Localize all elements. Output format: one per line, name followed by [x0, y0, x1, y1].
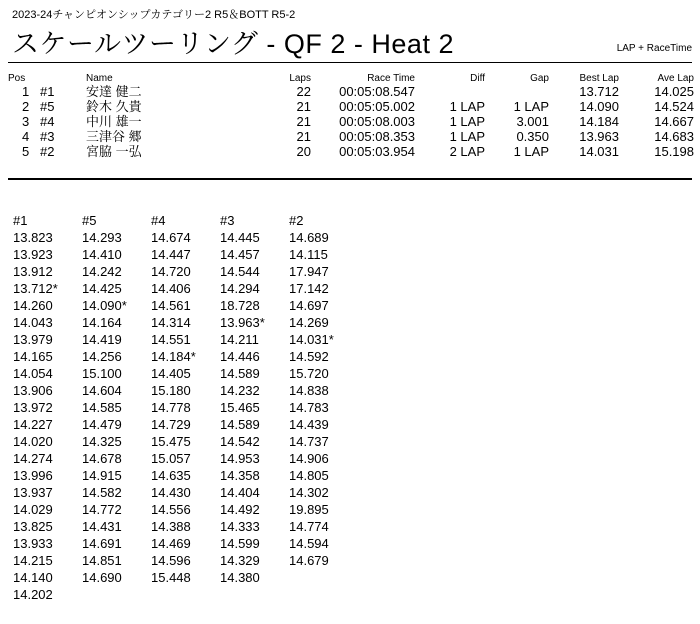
- lap-time: 15.465: [220, 400, 260, 415]
- lap-time: 14.405: [151, 366, 191, 381]
- result-race-time: 00:05:05.002: [339, 99, 415, 114]
- lap-time: 13.906: [13, 383, 53, 398]
- col-laps: Laps: [289, 73, 311, 84]
- lap-mode-note: LAP + RaceTime: [616, 43, 692, 54]
- lap-time: 14.469: [151, 536, 191, 551]
- lap-time: 14.589: [220, 366, 260, 381]
- lap-time: 15.100: [82, 366, 122, 381]
- lap-time: 14.729: [151, 417, 191, 432]
- lap-time: 14.492: [220, 502, 260, 517]
- lap-time: 14.232: [220, 383, 260, 398]
- lap-time: 14.561: [151, 298, 191, 313]
- lap-time: 14.635: [151, 468, 191, 483]
- result-laps: 21: [296, 129, 311, 144]
- lap-time: 14.164: [82, 315, 122, 330]
- lap-time: 14.690: [82, 570, 122, 585]
- result-no: #5: [40, 99, 55, 114]
- lap-time: 14.851: [82, 553, 122, 568]
- result-best-lap: 13.712: [579, 84, 619, 99]
- lap-column: [220, 212, 289, 603]
- result-race-time: 00:05:08.547: [339, 84, 415, 99]
- result-name: 安達 健二: [86, 84, 142, 99]
- lap-time: 13.979: [13, 332, 53, 347]
- results-table: [8, 70, 694, 159]
- lap-time: 14.431: [82, 519, 122, 534]
- lap-time: 14.457: [220, 247, 260, 262]
- lap-time: 14.439: [289, 417, 329, 432]
- lap-column-car: #1: [13, 213, 28, 228]
- col-best-lap: Best Lap: [579, 73, 619, 84]
- lap-time: 14.274: [13, 451, 53, 466]
- lap-time: 14.293: [82, 230, 122, 245]
- result-ave-lap: 14.683: [654, 129, 694, 144]
- lap-time: 14.556: [151, 502, 191, 517]
- lap-column: [151, 212, 220, 603]
- lap-time: 14.430: [151, 485, 191, 500]
- lap-time: 14.333: [220, 519, 260, 534]
- col-name: Name: [86, 73, 113, 84]
- lap-time: 14.679: [289, 553, 329, 568]
- lap-time: 14.689: [289, 230, 329, 245]
- lap-time: 14.215: [13, 553, 53, 568]
- result-row: [8, 99, 694, 114]
- lap-time: 14.805: [289, 468, 329, 483]
- result-gap: 0.350: [516, 129, 549, 144]
- result-diff: 1 LAP: [449, 114, 485, 129]
- lap-time: 14.388: [151, 519, 191, 534]
- result-ave-lap: 14.524: [654, 99, 694, 114]
- lap-time: 14.380: [220, 570, 260, 585]
- lap-time: 14.697: [289, 298, 329, 313]
- lap-time: 13.825: [13, 519, 53, 534]
- lap-time: 14.589: [220, 417, 260, 432]
- result-no: #1: [40, 84, 55, 99]
- col-ave-lap: Ave Lap: [657, 73, 694, 84]
- lap-time: 14.737: [289, 434, 329, 449]
- lap-time: 13.963*: [220, 315, 265, 330]
- lap-time: 14.479: [82, 417, 122, 432]
- result-pos: 2: [22, 99, 30, 114]
- result-pos: 1: [22, 84, 30, 99]
- result-diff: [415, 84, 485, 99]
- lap-time: 14.211: [220, 332, 259, 347]
- result-ave-lap: 14.025: [654, 84, 694, 99]
- lap-time: 14.031*: [289, 332, 334, 347]
- results-divider: [8, 178, 692, 180]
- col-gap: Gap: [530, 73, 549, 84]
- result-best-lap: 14.031: [579, 144, 619, 159]
- lap-time: 13.937: [13, 485, 53, 500]
- lap-time: 15.720: [289, 366, 329, 381]
- lap-time: 14.325: [82, 434, 122, 449]
- result-row: [8, 129, 694, 144]
- lap-column: [13, 212, 82, 603]
- lap-time: 19.895: [289, 502, 329, 517]
- lap-time: 17.947: [289, 264, 329, 279]
- result-best-lap: 14.090: [579, 99, 619, 114]
- lap-time: 13.712*: [13, 281, 58, 296]
- lap-time: 14.446: [220, 349, 260, 364]
- result-name: 中川 雄一: [86, 114, 142, 129]
- result-row: [8, 144, 694, 159]
- lap-column-car: #4: [151, 213, 166, 228]
- lap-time: 13.923: [13, 247, 53, 262]
- lap-time: 18.728: [220, 298, 260, 313]
- result-race-time: 00:05:08.353: [339, 129, 415, 144]
- lap-time: 14.140: [13, 570, 53, 585]
- page-title: スケールツーリング - QF 2 - Heat 2: [12, 29, 454, 59]
- lap-time: 14.227: [13, 417, 53, 432]
- lap-time: 14.404: [220, 485, 260, 500]
- lap-times-grid: [13, 212, 358, 603]
- result-name: 宮脇 一弘: [86, 144, 142, 159]
- result-laps: 21: [296, 114, 311, 129]
- lap-time: 14.582: [82, 485, 122, 500]
- lap-time: 15.475: [151, 434, 191, 449]
- result-ave-lap: 15.198: [654, 144, 694, 159]
- lap-column: [82, 212, 151, 603]
- col-race-time: Race Time: [367, 73, 415, 84]
- lap-time: 14.419: [82, 332, 122, 347]
- event-subtitle: 2023-24チャンピオンシップカテゴリー2 R5＆BOTT R5-2: [12, 9, 296, 21]
- lap-time: 14.585: [82, 400, 122, 415]
- lap-column-car: #2: [289, 213, 304, 228]
- lap-column: [289, 212, 358, 603]
- lap-time: 14.544: [220, 264, 260, 279]
- lap-time: 14.054: [13, 366, 53, 381]
- result-gap: 1 LAP: [513, 144, 549, 159]
- result-laps: 21: [296, 99, 311, 114]
- lap-time: 14.329: [220, 553, 260, 568]
- col-pos: Pos: [8, 73, 26, 84]
- result-gap: [485, 84, 549, 99]
- header-divider: [8, 62, 692, 63]
- lap-time: 14.184*: [151, 349, 196, 364]
- lap-time: 14.260: [13, 298, 53, 313]
- lap-time: 14.425: [82, 281, 122, 296]
- result-pos: 5: [22, 144, 30, 159]
- result-no: #4: [40, 114, 55, 129]
- result-gap: 1 LAP: [513, 99, 549, 114]
- lap-time: 14.358: [220, 468, 260, 483]
- lap-time: 14.542: [220, 434, 260, 449]
- result-row: [8, 84, 694, 99]
- result-diff: 1 LAP: [449, 129, 485, 144]
- lap-time: 14.242: [82, 264, 122, 279]
- lap-time: 14.202: [13, 587, 53, 602]
- lap-time: 14.256: [82, 349, 122, 364]
- lap-time: 14.953: [220, 451, 260, 466]
- result-gap: 3.001: [516, 114, 549, 129]
- result-no: #3: [40, 129, 55, 144]
- lap-time: 14.447: [151, 247, 191, 262]
- lap-time: 14.720: [151, 264, 191, 279]
- result-row: [8, 114, 694, 129]
- col-no: [40, 70, 86, 84]
- lap-time: 13.996: [13, 468, 53, 483]
- result-pos: 4: [22, 129, 30, 144]
- lap-time: 14.115: [289, 247, 328, 262]
- results-header-row: [8, 70, 694, 84]
- lap-time: 14.599: [220, 536, 260, 551]
- lap-time: 14.029: [13, 502, 53, 517]
- lap-time: 14.678: [82, 451, 122, 466]
- lap-time: 13.933: [13, 536, 53, 551]
- result-race-time: 00:05:03.954: [339, 144, 415, 159]
- result-diff: 2 LAP: [449, 144, 485, 159]
- lap-time: 14.774: [289, 519, 329, 534]
- lap-time: 14.269: [289, 315, 329, 330]
- lap-time: 14.410: [82, 247, 122, 262]
- lap-time: 14.090*: [82, 298, 127, 313]
- lap-time: 14.691: [82, 536, 122, 551]
- result-laps: 20: [296, 144, 311, 159]
- lap-time: 17.142: [289, 281, 329, 296]
- lap-column-car: #3: [220, 213, 235, 228]
- lap-time: 14.596: [151, 553, 191, 568]
- lap-time: 14.772: [82, 502, 122, 517]
- lap-time: 14.445: [220, 230, 260, 245]
- result-diff: 1 LAP: [449, 99, 485, 114]
- result-laps: 22: [296, 84, 311, 99]
- lap-time: 13.823: [13, 230, 53, 245]
- lap-time: 14.594: [289, 536, 329, 551]
- result-pos: 3: [22, 114, 30, 129]
- lap-time: 14.020: [13, 434, 53, 449]
- lap-time: 14.406: [151, 281, 191, 296]
- lap-time: 14.592: [289, 349, 329, 364]
- result-ave-lap: 14.667: [654, 114, 694, 129]
- lap-time: 14.294: [220, 281, 260, 296]
- lap-time: 14.778: [151, 400, 191, 415]
- result-best-lap: 13.963: [579, 129, 619, 144]
- result-name: 三津谷 郷: [86, 129, 142, 144]
- lap-time: 14.906: [289, 451, 329, 466]
- lap-time: 14.783: [289, 400, 329, 415]
- lap-time: 14.165: [13, 349, 53, 364]
- col-diff: Diff: [470, 73, 485, 84]
- lap-time: 14.838: [289, 383, 329, 398]
- lap-time: 14.915: [82, 468, 122, 483]
- result-name: 鈴木 久貴: [86, 99, 142, 114]
- lap-time: 14.302: [289, 485, 329, 500]
- lap-time: 14.551: [151, 332, 191, 347]
- lap-time: 15.180: [151, 383, 191, 398]
- result-best-lap: 14.184: [579, 114, 619, 129]
- lap-time: 15.448: [151, 570, 191, 585]
- lap-time: 13.912: [13, 264, 53, 279]
- lap-time: 14.314: [151, 315, 191, 330]
- lap-column-car: #5: [82, 213, 97, 228]
- lap-time: 14.674: [151, 230, 191, 245]
- lap-time: 14.604: [82, 383, 122, 398]
- lap-time: 15.057: [151, 451, 191, 466]
- lap-time: 13.972: [13, 400, 53, 415]
- lap-time: 14.043: [13, 315, 53, 330]
- result-race-time: 00:05:08.003: [339, 114, 415, 129]
- result-no: #2: [40, 144, 55, 159]
